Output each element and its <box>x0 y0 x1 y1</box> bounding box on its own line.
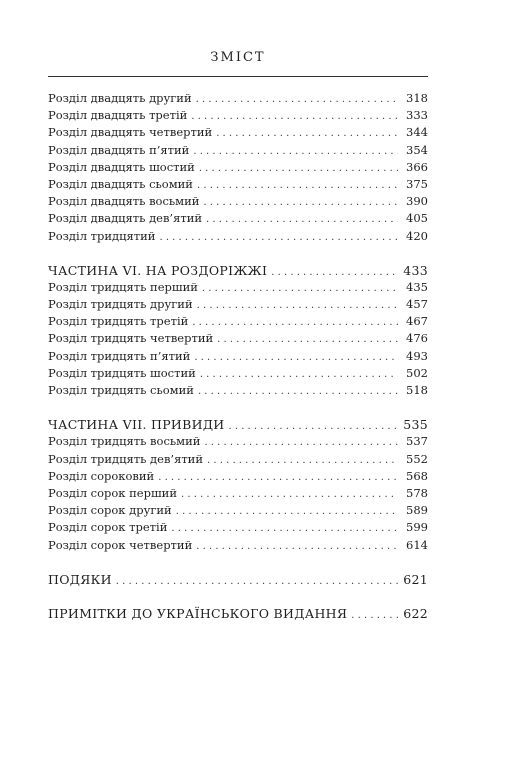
dot-leader <box>196 91 398 108</box>
toc-part-heading <box>48 571 428 588</box>
toc-chapter-entry-page-number: 375 <box>406 176 428 191</box>
toc-part-heading-page-number: 622 <box>403 605 428 621</box>
toc-chapter-entry <box>48 382 428 399</box>
toc-chapter-entry-page-number: 333 <box>406 108 428 123</box>
toc-chapter-entry <box>48 485 428 502</box>
dot-leader <box>199 160 398 177</box>
toc-chapter-entry-page-number: 390 <box>406 194 428 209</box>
toc-part-heading <box>48 262 428 279</box>
toc-chapter-entry-page-number: 457 <box>406 297 428 312</box>
toc-chapter-entry-title: Розділ тридцять четвертий <box>48 331 214 346</box>
toc-chapter-entry-page-number: 518 <box>406 383 428 397</box>
dot-leader <box>191 108 398 125</box>
header-rule <box>48 76 428 77</box>
toc-chapter-entry <box>48 210 428 227</box>
toc-part-heading-title: ЧАСТИНА VI. НА РОЗДОРІЖЖІ <box>48 262 268 278</box>
toc-chapter-entry-page-number: 552 <box>406 451 428 466</box>
toc-chapter-entry-page-number: 354 <box>406 142 428 157</box>
toc-chapter-entry <box>48 296 428 313</box>
dot-leader <box>204 434 398 451</box>
toc-chapter-entry <box>48 330 428 347</box>
toc-chapter-entry <box>48 159 428 176</box>
toc-chapter-entry-page-number: 589 <box>406 503 428 518</box>
toc-chapter-entry-page-number: 502 <box>406 365 428 380</box>
toc-chapter-entry-title: Розділ тридцять восьмий <box>48 434 201 449</box>
dot-leader <box>116 573 398 590</box>
toc-chapter-entry-page-number: 467 <box>406 314 428 329</box>
toc-chapter-entry-title: Розділ двадцять четвертий <box>48 125 213 140</box>
dot-leader <box>202 280 398 297</box>
toc-chapter-entry <box>48 193 428 210</box>
toc-chapter-entry-title: Розділ сорок другий <box>48 503 172 518</box>
toc-chapter-entry-title: Розділ сорок четвертий <box>48 537 193 552</box>
dot-leader <box>193 143 398 160</box>
toc-chapter-entry-title: Розділ тридцять сьомий <box>48 383 194 397</box>
toc-chapter-entry-page-number: 476 <box>406 331 428 346</box>
toc-chapter-entry-title: Розділ тридцять дев’ятий <box>48 451 204 466</box>
dot-leader <box>217 331 398 348</box>
toc-chapter-entry <box>48 502 428 519</box>
toc-chapter-entry-title: Розділ двадцять восьмий <box>48 194 200 209</box>
toc-chapter-entry-title: Розділ двадцять сьомий <box>48 176 193 191</box>
dot-leader <box>200 366 398 383</box>
toc-part-heading-title: ЧАСТИНА VII. ПРИВИДИ <box>48 417 225 433</box>
dot-leader <box>197 297 398 314</box>
toc-chapter-entry-title: Розділ сороковий <box>48 468 155 483</box>
toc-chapter-entry-title: Розділ двадцять п’ятий <box>48 142 190 157</box>
toc-chapter-entry <box>48 142 428 159</box>
dot-leader <box>158 469 398 486</box>
toc-chapter-entry-title: Розділ двадцять шостий <box>48 159 195 174</box>
toc-chapter-entry <box>48 348 428 365</box>
toc-chapter-entry-title: Розділ тридцять третій <box>48 314 189 329</box>
dot-leader <box>207 452 398 469</box>
dot-leader <box>351 607 398 624</box>
toc-chapter-entry <box>48 519 428 536</box>
dot-leader <box>197 177 398 194</box>
toc-part-heading-page-number: 621 <box>403 571 428 587</box>
dot-leader <box>198 383 398 400</box>
toc-part-heading-title: ПОДЯКИ <box>48 571 112 587</box>
toc-chapter-entry <box>48 313 428 330</box>
toc-chapter-entry-title: Розділ сорок третій <box>48 520 168 535</box>
dot-leader <box>171 520 398 537</box>
toc-chapter-entry <box>48 433 428 450</box>
toc-chapter-entry <box>48 365 428 382</box>
toc-chapter-entry-page-number: 344 <box>406 125 428 140</box>
toc-part-heading <box>48 416 428 433</box>
toc-chapter-entry-page-number: 599 <box>406 520 428 535</box>
dot-leader <box>216 125 398 142</box>
page-header-title: ЗМІСТ <box>210 50 266 65</box>
dot-leader <box>203 194 398 211</box>
toc-chapter-entry <box>48 90 428 107</box>
toc-chapter-entry-title: Розділ двадцять другий <box>48 91 192 105</box>
table-of-contents <box>48 90 428 622</box>
toc-chapter-entry-title: Розділ сорок перший <box>48 485 177 500</box>
dot-leader <box>192 314 398 331</box>
toc-part-heading-page-number: 535 <box>403 417 428 433</box>
toc-chapter-entry <box>48 107 428 124</box>
toc-chapter-entry-title: Розділ тридцять шостий <box>48 365 196 380</box>
toc-chapter-entry <box>48 468 428 485</box>
toc-chapter-entry-page-number: 405 <box>406 211 428 226</box>
dot-leader <box>271 264 398 281</box>
toc-chapter-entry-page-number: 420 <box>406 228 428 243</box>
dot-leader <box>206 211 398 228</box>
dot-leader <box>228 418 398 435</box>
toc-chapter-entry-title: Розділ двадцять третій <box>48 108 188 123</box>
toc-chapter-entry <box>48 124 428 141</box>
dot-leader <box>181 486 398 503</box>
dot-leader <box>176 503 398 520</box>
toc-chapter-entry-title: Розділ тридцятий <box>48 228 156 243</box>
toc-chapter-entry <box>48 176 428 193</box>
dot-leader <box>196 538 398 555</box>
toc-chapter-entry <box>48 451 428 468</box>
toc-chapter-entry-page-number: 366 <box>406 159 428 174</box>
dot-leader <box>194 349 398 366</box>
toc-part-heading-title: ПРИМІТКИ ДО УКРАЇНСЬКОГО ВИДАННЯ <box>48 605 348 621</box>
toc-chapter-entry-title: Розділ тридцять другий <box>48 297 193 312</box>
section-gap <box>48 554 428 571</box>
section-gap <box>48 399 428 416</box>
toc-chapter-entry-title: Розділ двадцять дев’ятий <box>48 211 203 226</box>
dot-leader <box>159 229 398 246</box>
toc-chapter-entry-page-number: 493 <box>406 348 428 363</box>
toc-chapter-entry-page-number: 614 <box>406 537 428 552</box>
toc-chapter-entry <box>48 537 428 554</box>
section-gap <box>48 588 428 605</box>
toc-chapter-entry <box>48 228 428 245</box>
toc-chapter-entry <box>48 279 428 296</box>
section-gap <box>48 245 428 262</box>
toc-chapter-entry-page-number: 318 <box>406 91 428 105</box>
toc-part-heading <box>48 605 428 622</box>
toc-chapter-entry-title: Розділ тридцять п’ятий <box>48 348 191 363</box>
toc-chapter-entry-page-number: 578 <box>406 485 428 500</box>
toc-chapter-entry-page-number: 537 <box>406 434 428 449</box>
toc-chapter-entry-title: Розділ тридцять перший <box>48 279 198 294</box>
toc-chapter-entry-page-number: 568 <box>406 468 428 483</box>
toc-chapter-entry-page-number: 435 <box>406 279 428 294</box>
toc-part-heading-page-number: 433 <box>403 262 428 278</box>
